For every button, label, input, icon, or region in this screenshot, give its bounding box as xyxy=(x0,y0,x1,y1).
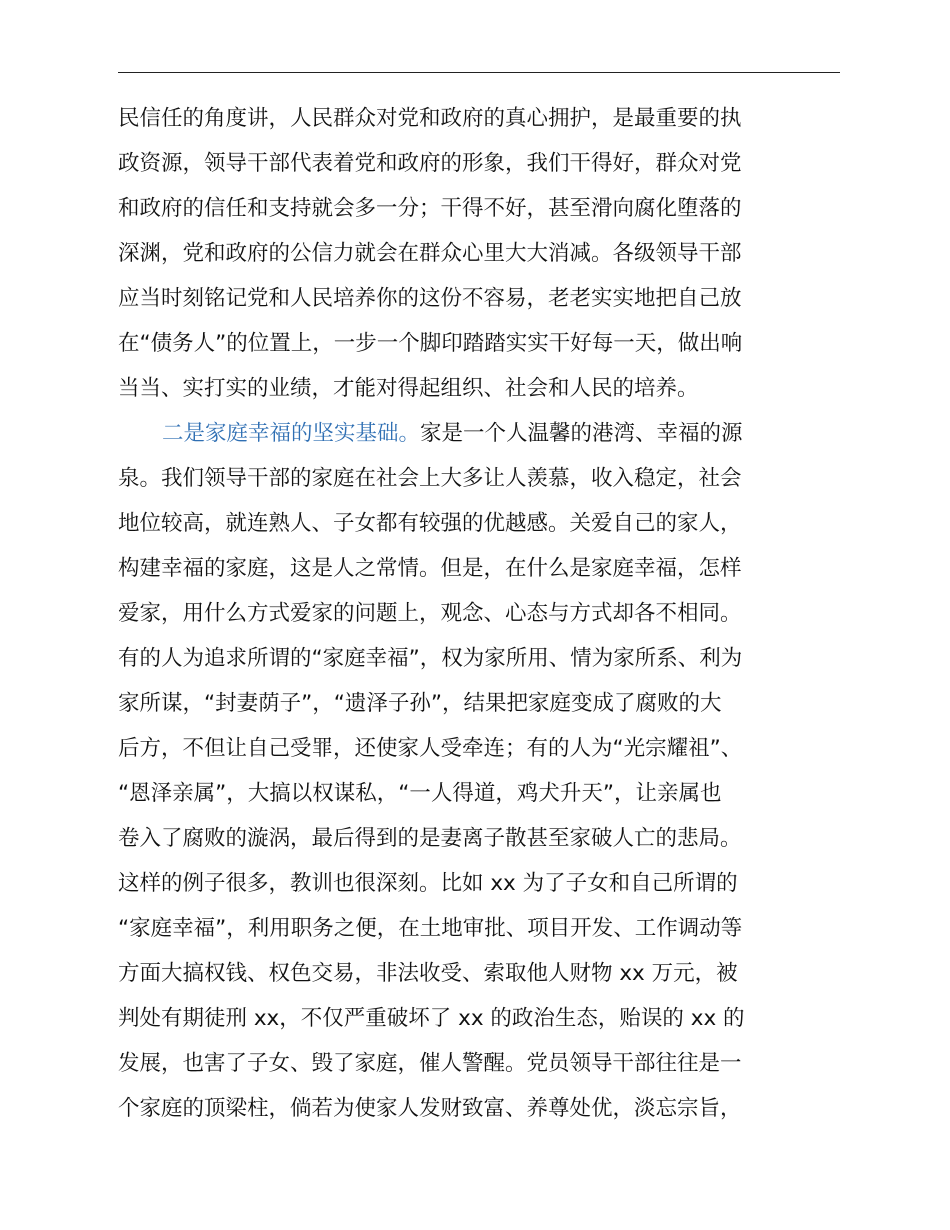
text-line: 应当时刻铭记党和人民培养你的这份不容易，老老实实地把自己放 xyxy=(118,286,742,311)
text-line: 泉。我们领导干部的家庭在社会上大多让人羡慕，收入稳定，社会 xyxy=(118,466,742,491)
text-line: 方面大搞权钱、权色交易，非法收受、索取他人财物 xx 万元，被 xyxy=(118,961,738,986)
text-line: 地位较高，就连熟人、子女都有较强的优越感。关爱自己的家人， xyxy=(118,511,742,536)
text-line: 在“债务人”的位置上，一步一个脚印踏踏实实干好每一天，做出响 xyxy=(118,331,743,356)
paragraph-2-first-line xyxy=(118,411,840,456)
text-line: 构建幸福的家庭，这是人之常情。但是，在什么是家庭幸福，怎样 xyxy=(118,556,742,581)
paragraph-1 xyxy=(118,96,840,411)
text-line: 和政府的信任和支持就会多一分；干得不好，甚至滑向腐化堕落的 xyxy=(118,196,742,221)
text-line: 家所谋，“封妻荫子”，“遗泽子孙”，结果把家庭变成了腐败的大 xyxy=(118,691,722,716)
header-rule xyxy=(118,72,840,73)
text-line: 民信任的角度讲，人民群众对党和政府的真心拥护，是最重要的执 xyxy=(118,106,742,131)
paragraph-2 xyxy=(118,411,840,1131)
text-line: 个家庭的顶梁柱，倘若为使家人发财致富、养尊处优，淡忘宗旨， xyxy=(118,1096,742,1121)
text-line: 卷入了腐败的漩涡，最后得到的是妻离子散甚至家破人亡的悲局。 xyxy=(118,826,742,851)
text-line: “家庭幸福”，利用职务之便，在土地审批、项目开发、工作调动等 xyxy=(118,916,743,941)
text-line: 深渊，党和政府的公信力就会在群众心里大大消减。各级领导干部 xyxy=(118,241,742,266)
text-line: 有的人为追求所谓的“家庭幸福”，权为家所用、情为家所系、利为 xyxy=(118,646,743,671)
text-line: 爱家，用什么方式爱家的问题上，观念、心态与方式却各不相同。 xyxy=(118,601,742,626)
text-line: 当当、实打实的业绩，才能对得起组织、社会和人民的培养。 xyxy=(118,376,699,401)
text-line: “恩泽亲属”，大搞以权谋私，“一人得道，鸡犬升天”，让亲属也 xyxy=(118,781,722,806)
document-body xyxy=(118,96,840,1131)
section-heading: 二是家庭幸福的坚实基础。 xyxy=(162,421,421,446)
text-line: 发展，也害了子女、毁了家庭，催人警醒。党员领导干部往往是一 xyxy=(118,1051,742,1076)
text-line-rest: 家是一个人温馨的港湾、幸福的源 xyxy=(420,421,743,446)
text-line: 判处有期徒刑 xx，不仅严重破坏了 xx 的政治生态，贻误的 xx 的 xyxy=(118,1006,745,1031)
text-line: 后方，不但让自己受罪，还使家人受牵连；有的人为“光宗耀祖”、 xyxy=(118,736,743,761)
text-line: 政资源，领导干部代表着党和政府的形象，我们干得好，群众对党 xyxy=(118,151,742,176)
text-line: 这样的例子很多，教训也很深刻。比如 xx 为了子女和自己所谓的 xyxy=(118,871,738,896)
